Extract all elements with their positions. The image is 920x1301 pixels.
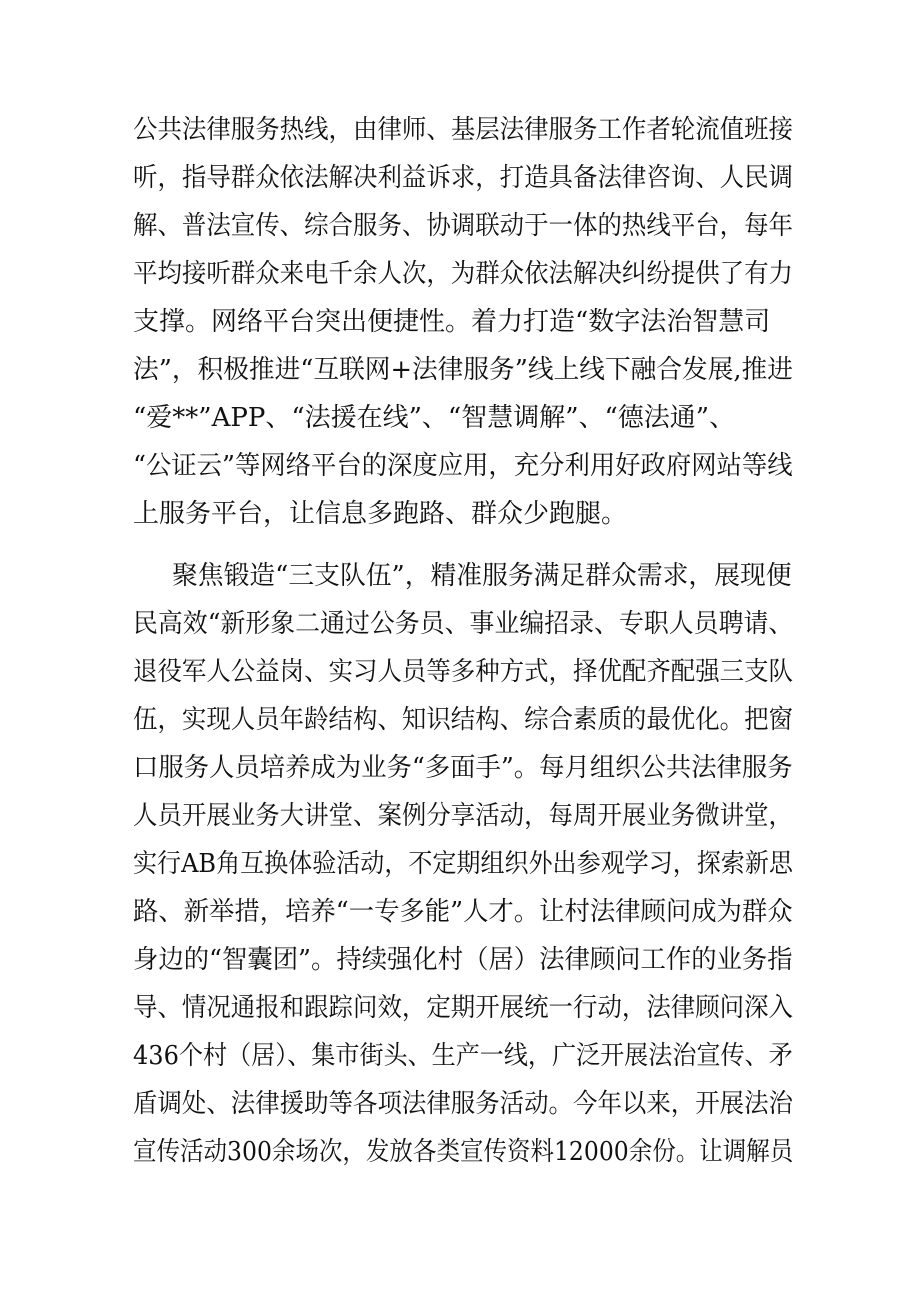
- paragraph-line: 民高效“新形象二通过公务员、事业编招录、专职人员聘请、: [133, 609, 794, 639]
- paragraph-line: 伍，实现人员年龄结构、知识结构、综合素质的最优化。把窗: [133, 705, 794, 735]
- paragraph-line: “公证云”等网络平台的深度应用，充分利用好政府网站等线: [133, 451, 793, 481]
- paragraph-line: 实行AB角互换体验活动，不定期组织外出参观学习，探索新思: [133, 849, 793, 879]
- paragraph-line: 上服务平台，让信息多跑路、群众少跑腿。: [133, 499, 628, 529]
- paragraph-line: 路、新举措，培养“一专多能”人才。让村法律顾问成为群众: [133, 897, 793, 927]
- paragraph-line: 口服务人员培养成为业务“多面手”。每月组织公共法律服务: [133, 753, 793, 783]
- paragraph-line: 宣传活动300余场次，发放各类宣传资料12000余份。让调解员: [133, 1137, 794, 1167]
- paragraph-line: 支撑。网络平台突出便捷性。着力打造“数字法治智慧司: [133, 307, 771, 337]
- paragraph-line: 退役军人公益岗、实习人员等多种方式，择优配齐配强三支队: [133, 657, 794, 687]
- paragraph-line: 聚焦锻造“三支队伍”，精准服务满足群众需求，展现便: [172, 561, 792, 591]
- paragraph-line: 人员开展业务大讲堂、案例分享活动，每周开展业务微讲堂，: [133, 801, 794, 831]
- paragraph-line: 公共法律服务热线，由律师、基层法律服务工作者轮流值班接: [133, 115, 794, 145]
- paragraph-line: 盾调处、法律援助等各项法律服务活动。今年以来，开展法治: [133, 1089, 794, 1119]
- paragraph-line: 导、情况通报和跟踪问效，定期开展统一行动，法律顾问深入: [133, 993, 794, 1023]
- paragraph-line: “爱**”APP、“法援在线”、“智慧调解”、“德法通”、: [133, 403, 736, 433]
- paragraph-line: 436个村（居）、集市街头、生产一线，广泛开展法治宣传、矛: [133, 1041, 793, 1071]
- paragraph-line: 平均接听群众来电千余人次，为群众依法解决纠纷提供了有力: [133, 259, 794, 289]
- paragraph-line: 听，指导群众依法解决利益诉求，打造具备法律咨询、人民调: [133, 163, 794, 193]
- paragraph-line: 解、普法宣传、综合服务、协调联动于一体的热线平台，每年: [133, 211, 794, 241]
- paragraph-line: 身边的“智囊团”。持续强化村（居）法律顾问工作的业务指: [133, 945, 793, 975]
- paragraph-line: 法”，积极推进“互联网+法律服务”线上线下融合发展,推进: [133, 355, 793, 385]
